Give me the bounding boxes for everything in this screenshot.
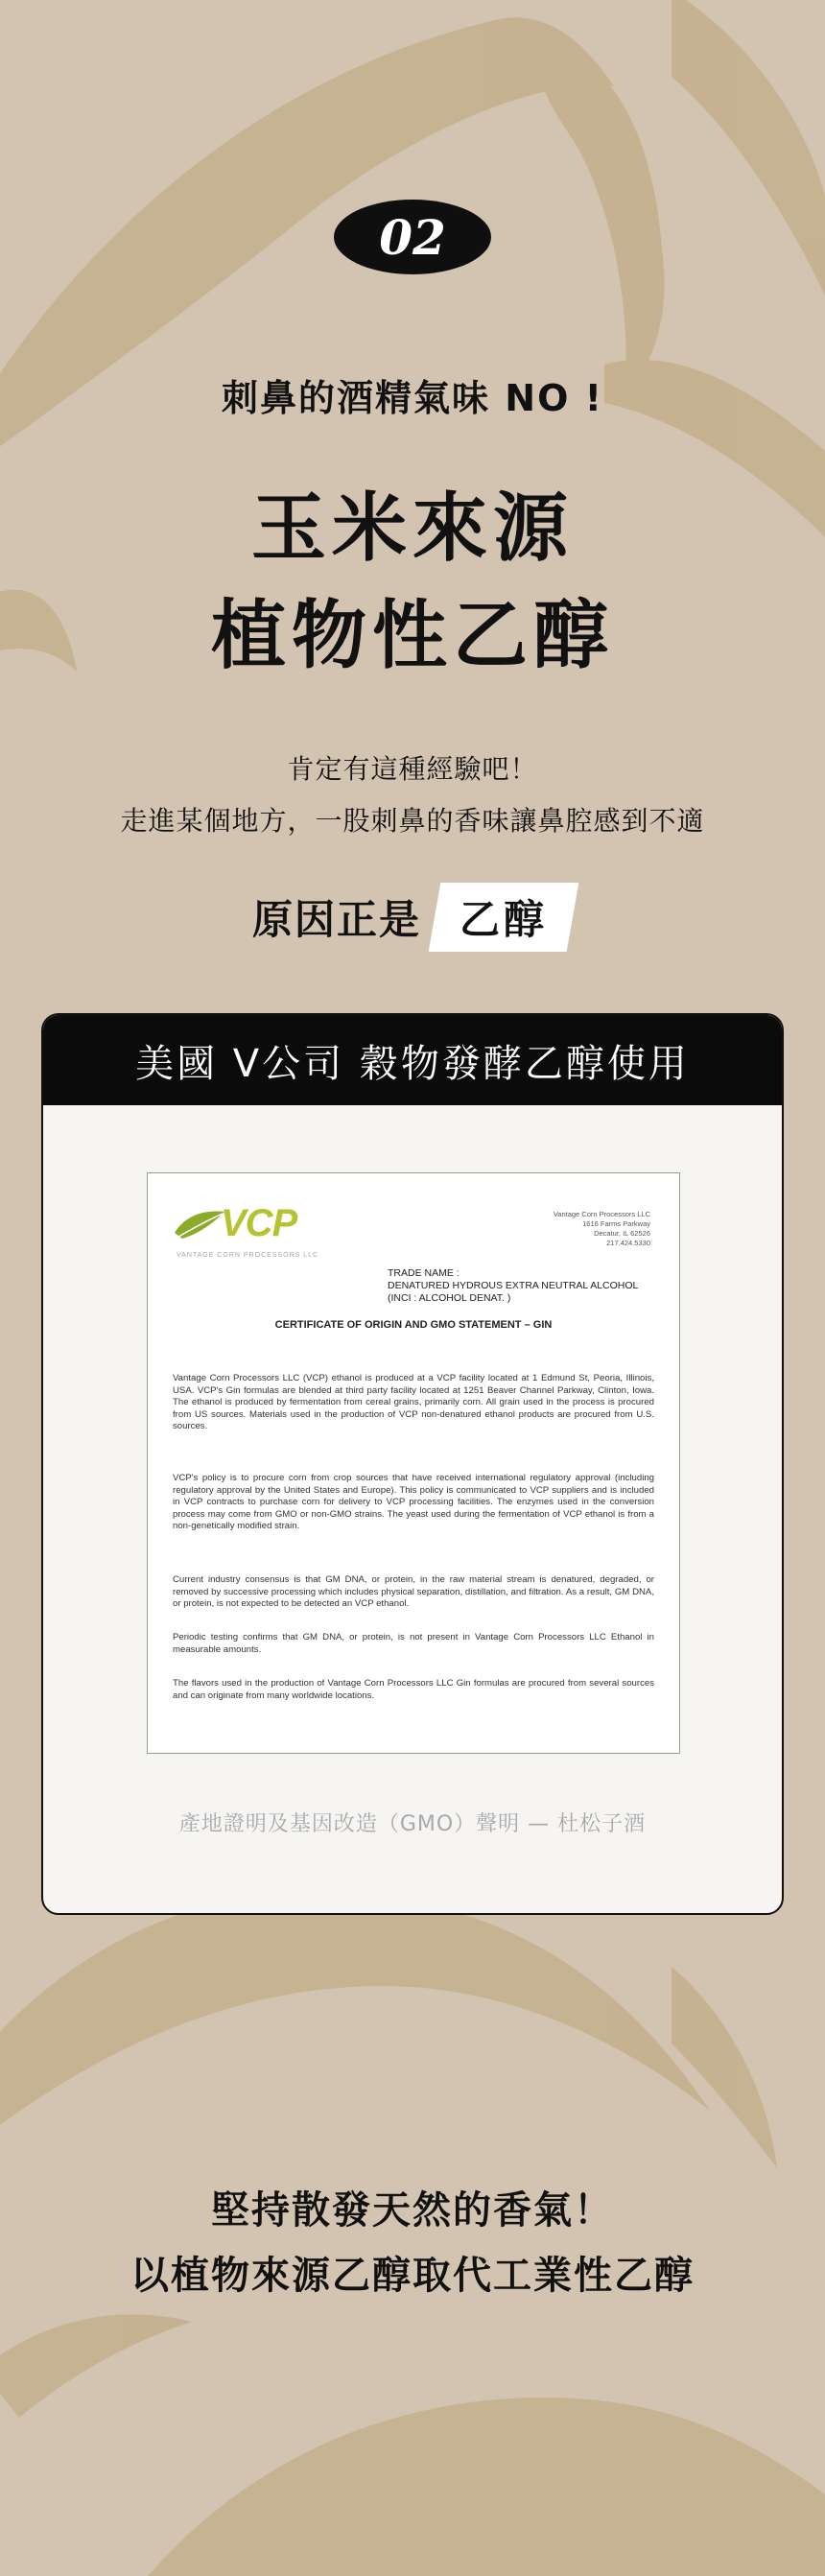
trade-name (388, 1267, 638, 1305)
trade-name-inci: (INCI : ALCOHOL DENAT. ) (388, 1292, 511, 1304)
address-line: 217.424.5330 (606, 1239, 650, 1247)
description-line-1: 肯定有這種經驗吧！ (287, 753, 538, 785)
certificate-card (41, 1013, 784, 1915)
certificate-paragraph: The flavors used in the production of Vantage Corn Processors LLC Gin formulas are procured from several sources and can originate from many worldwide locations. (173, 1678, 654, 1701)
address-line: 1616 Farms Parkway (582, 1219, 650, 1228)
kicker-heading: 刺鼻的酒精氣味 NO ! (222, 377, 603, 419)
headline-line-1: 玉米來源 (250, 485, 574, 572)
closing-line-2: 以植物來源乙醇取代工業性乙醇 (130, 2254, 695, 2298)
address-line: Decatur, IL 62526 (594, 1229, 650, 1238)
headline-line-2: 植物性乙醇 (210, 593, 614, 679)
address-line: Vantage Corn Processors LLC (553, 1210, 650, 1218)
company-address (554, 1210, 650, 1248)
section-number-badge: 02 (334, 200, 491, 274)
reason-row (0, 883, 825, 952)
certificate-document-image (147, 1172, 680, 1754)
reason-tag-label: 乙醇 (460, 896, 549, 943)
closing-line-1: 堅持散發天然的香氣！ (211, 2188, 614, 2233)
reason-tag (429, 883, 579, 952)
reason-text: 原因正是 (251, 896, 421, 943)
document-caption: 產地證明及基因改造（GMO）聲明 — 杜松子酒 (178, 1812, 647, 1836)
card-title: 美國 V公司 穀物發酵乙醇使用 (43, 1015, 782, 1105)
certificate-paragraph: Vantage Corn Processors LLC (VCP) ethanol is produced at a VCP facility located at 1 Edmund St, Peoria, Illinois, USA. VCP's Gin formulas are blended at third party facility located at 1251 Beaver Channel Parkway, Clinton, Iowa. The ethanol is produced by fermentation from cereal grains, primarily corn. All grain used in the process is procured from US sources. Materials used in the production of VCP non-denatured ethanol products are procured from U.S. sources. (173, 1373, 654, 1432)
certificate-paragraph: VCP's policy is to procure corn from crop sources that have received international regulatory approval (including regulatory approval by the United States and Europe). This policy is communicated to VCP suppliers and is included in VCP contracts to purchase corn for delivery to VCP processing facilities. The enzymes used in the conversion process may come from GMO or non-GMO strains. The yeast used during the fermentation of VCP ethanol is from a non-genetically modified strain. (173, 1473, 654, 1532)
description-line-2: 走進某個地方，一股刺鼻的香味讓鼻腔感到不適 (120, 805, 705, 837)
vcp-leaf-icon (173, 1208, 226, 1246)
certificate-paragraph: Periodic testing confirms that GM DNA, or protein, is not present in Vantage Corn Processors LLC Ethanol in measurable amounts. (173, 1632, 654, 1655)
trade-name-label: TRADE NAME : (388, 1267, 460, 1279)
vcp-logo-subtitle: VANTAGE CORN PROCESSORS LLC (177, 1252, 319, 1259)
vcp-logo-text: VCP (221, 1202, 297, 1244)
certificate-heading: CERTIFICATE OF ORIGIN AND GMO STATEMENT – GIN (274, 1319, 553, 1331)
trade-name-value: DENATURED HYDROUS EXTRA NEUTRAL ALCOHOL (388, 1280, 639, 1291)
certificate-paragraph: Current industry consensus is that GM DNA, or protein, in the raw material stream is denatured, degraded, or removed by successive processing which includes physical separation, distillation, and filtration. As a result, GM DNA, or protein, is not expected to be detected an VCP ethanol. (173, 1574, 654, 1610)
